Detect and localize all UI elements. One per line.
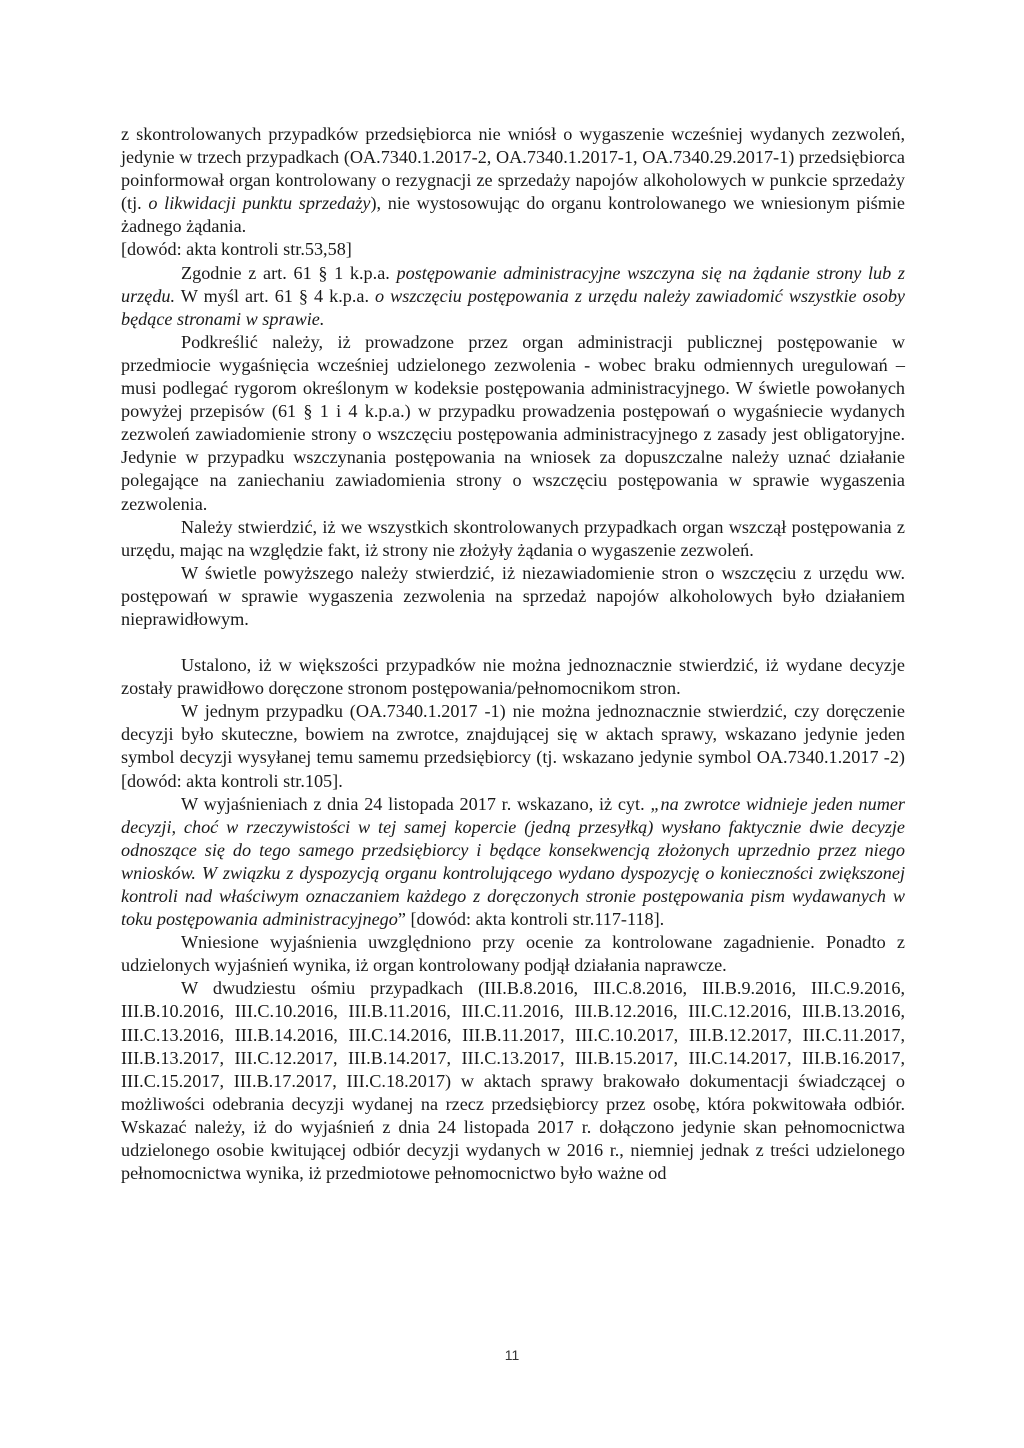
paragraph-1: z skontrolowanych przypadków przedsiębiorca nie wniósł o wygaszenie wcześniej wydanych zezwoleń, jedynie w trzech przypadkach (OA.7340.1.2017-2, OA.7340.1.2017-1, OA.7340.29.2017-1) przedsiębiorca poinformował organ kontrolowany o rezygnacji ze sprzedaży napojów alkoholowych w punkcie sprzedaży (tj. o likwidacji punktu sprzedaży), nie wystosowując do organu kontrolowanego we wniesionym piśmie żadnego żądania. <box>121 124 905 237</box>
evidence-citation-1: [dowód: akta kontroli str.53,58] <box>121 239 352 260</box>
paragraph-3: Podkreślić należy, iż prowadzone przez organ administracji publicznej postępowanie w przedmiocie wygaśnięcia wcześniej udzielonego zezwolenia - wobec braku odmiennych uregulowań – musi podlegać rygorom określonym w kodeksie postępowania administracyjnego. W świetle powołanych powyżej przepisów (61 § 1 i 4 k.p.a.) w przypadku prowadzenia postępowań o wygaśniecie wydanych zezwoleń zawiadomienie strony o wszczęciu postępowania administracyjnego z zasady jest obligatoryjne. Jedynie w przypadku wszczynania postępowania na wniosek za dopuszczalne należy uznać działanie polegające na zaniechaniu zawiadomienia strony o wszczęciu postępowania w sprawie wygaszenia zezwolenia. <box>121 331 905 514</box>
paragraph-gap <box>121 631 905 654</box>
paragraph-5: W świetle powyższego należy stwierdzić, iż niezawiadomienie stron o wszczęciu z urzędu ww. postępowań w sprawie wygaszenia zezwolenia na sprzedaż napojów alkoholowych było działaniem nieprawidłowym. <box>121 562 905 629</box>
paragraph-7: W jednym przypadku (OA.7340.1.2017 -1) nie można jednoznacznie stwierdzić, czy doręczenie decyzji było skuteczne, bowiem na zwrotce, znajdującej się w aktach sprawy, wskazano jedynie jeden symbol decyzji wysyłanej temu samemu przedsiębiorcy (tj. wskazano jedynie symbol OA.7340.1.2017 -2) [dowód: akta kontroli str.105]. <box>121 701 905 791</box>
paragraph-2: Zgodnie z art. 61 § 1 k.p.a. postępowanie administracyjne wszczyna się na żądanie strony lub z urzędu. W myśl art. 61 § 4 k.p.a. o wszczęciu postępowania z urzędu należy zawiadomić wszystkie osoby będące stronami w sprawie. <box>121 262 906 329</box>
paragraph-10: W dwudziestu ośmiu przypadkach (III.B.8.2016, III.C.8.2016, III.B.9.2016, III.C.9.2016, III.B.10.2016, III.C.10.2016, III.B.11.2016, III.C.11.2016, III.B.12.2016, III.C.12.2016, III.B.13.2016, III.C.13.2016, III.B.14.2016, III.C.14.2016, III.B.11.2017, III.C.10.2017, III.B.12.2017, III.C.11.2017, III.B.13.2017, III.C.12.2017, III.B.14.2017, III.C.13.2017, III.B.15.2017, III.C.14.2017, III.B.16.2017, III.C.15.2017, III.B.17.2017, III.C.18.2017) w aktach sprawy brakowało dokumentacji świadczącej o możliwości odebrania decyzji wydanej na rzecz przedsiębiorcy przez osobę, która pokwitowała odbiór. Wskazać należy, iż do wyjaśnień z dnia 24 listopada 2017 r. dołączono jedynie skan pełnomocnictwa udzielonego osobie kwitującej odbiór decyzji wydanych w 2016 r., niemniej jednak z treści udzielonego pełnomocnictwa wynika, iż przedmiotowe pełnomocnictwo było ważne od <box>121 978 905 1184</box>
page-number: 11 <box>504 1347 520 1363</box>
document-body <box>121 123 905 1185</box>
paragraph-6: Ustalono, iż w większości przypadków nie można jednoznacznie stwierdzić, iż wydane decyzje zostały prawidłowo doręczone stronom postępowania/pełnomocnikom stron. <box>121 655 905 699</box>
paragraph-4: Należy stwierdzić, iż we wszystkich skontrolowanych przypadkach organ wszczął postępowania z urzędu, mając na względzie fakt, iż strony nie złożyły żądania o wygaszenie zezwoleń. <box>121 516 905 560</box>
paragraph-9: Wniesione wyjaśnienia uwzględniono przy ocenie za kontrolowane zagadnienie. Ponadto z udzielonych wyjaśnień wynika, iż organ kontrolowany podjął działania naprawcze. <box>121 932 905 976</box>
paragraph-8: W wyjaśnieniach z dnia 24 listopada 2017 r. wskazano, iż cyt. „na zwrotce widnieje jeden numer decyzji, choć w rzeczywistości w tej samej kopercie (jedną przesyłką) wysłano faktycznie dwie decyzje odnoszące się do tego samego przedsiębiorcy i będące konsekwencją złożonych uprzednio przez niego wniosków. W związku z dyspozycją organu kontrolującego wydano dyspozycję o konieczności zwiększonej kontroli nad właściwym oznaczaniem każdego z doręczonych stronie postępowania pism wydawanych w toku postępowania administracyjnego” [dowód: akta kontroli str.117-118]. <box>121 793 905 930</box>
